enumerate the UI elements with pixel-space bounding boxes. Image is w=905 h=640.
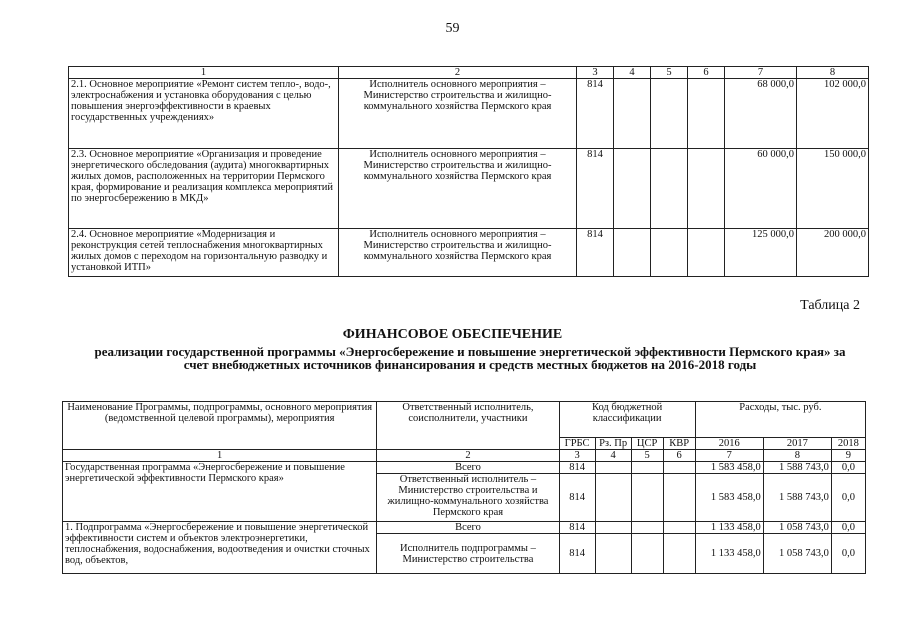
table-row (69, 79, 869, 149)
header-name: Наименование Программы, подпрограммы, основного мероприятия (ведомственной целевой программы), мероприятия (63, 402, 377, 450)
cell (688, 149, 725, 229)
executor-cell: Ответственный исполнитель – Министерство строительства и жилищно-коммунального хозяйства Пермского края (377, 474, 559, 522)
column-number: 6 (663, 450, 695, 462)
financing-table (62, 401, 866, 574)
cell (595, 462, 631, 474)
header-rz: Рз. Пр (595, 438, 631, 450)
page-title: ФИНАНСОВОЕ ОБЕСПЕЧЕНИЕ (342, 327, 563, 342)
amount-2018: 0,0 (831, 462, 865, 474)
column-number: 1 (63, 450, 377, 462)
amount-2017: 1 058 743,0 (763, 522, 831, 534)
cell (595, 522, 631, 534)
measure-executor: Исполнитель основного мероприятия – Министерство строительства и жилищно-коммунального хозяйства Пермского края (339, 229, 577, 277)
cell (614, 229, 651, 277)
header-code: Код бюджетной классификации (559, 402, 695, 438)
column-number: 3 (559, 450, 595, 462)
cell (688, 229, 725, 277)
table-row (63, 522, 866, 534)
cell (631, 474, 663, 522)
header-cell: 2 (339, 67, 577, 79)
executor-cell: Исполнитель подпрограммы – Министерство строительства (377, 534, 559, 574)
header-cell: 1 (69, 67, 339, 79)
grbs-cell: 814 (577, 79, 614, 149)
program-name: Государственная программа «Энергосбережение и повышение энергетической эффективности Пермского края» (63, 462, 377, 522)
header-2018: 2018 (831, 438, 865, 450)
cell (631, 534, 663, 574)
grbs-cell: 814 (559, 522, 595, 534)
table-label: Таблица 2 (800, 298, 860, 313)
header-cell: 6 (688, 67, 725, 79)
table-row (63, 462, 866, 474)
cell (614, 149, 651, 229)
amount-cell: 68 000,0 (725, 79, 797, 149)
cell (614, 79, 651, 149)
header-cell: 8 (797, 67, 869, 79)
header-cell: 7 (725, 67, 797, 79)
header-2017: 2017 (763, 438, 831, 450)
cell (663, 474, 695, 522)
amount-cell: 125 000,0 (725, 229, 797, 277)
grbs-cell: 814 (559, 534, 595, 574)
cell (595, 474, 631, 522)
cell (631, 462, 663, 474)
measure-name: 2.1. Основное мероприятие «Ремонт систем тепло-, водо-, электроснабжения и установка оборудования с целью повышения энергоэффективности в краевых государственных учреждениях» (69, 79, 339, 149)
column-number: 7 (695, 450, 763, 462)
header-executor: Ответственный исполнитель, соисполнители, участники (377, 402, 559, 450)
header-cell: 4 (614, 67, 651, 79)
cell (631, 522, 663, 534)
amount-2017: 1 588 743,0 (763, 462, 831, 474)
amount-2016: 1 583 458,0 (695, 462, 763, 474)
table-header-row (63, 402, 866, 438)
column-number: 4 (595, 450, 631, 462)
column-number: 5 (631, 450, 663, 462)
grbs-cell: 814 (559, 462, 595, 474)
header-grbs: ГРБС (559, 438, 595, 450)
subprogram-name: 1. Подпрограмма «Энергосбережение и повышение энергетической эффективности систем и объектов электроэнергетики, теплоснабжения, водоснабжения, водоотведения и очистки сточных вод, объектов, (63, 522, 377, 574)
header-expenses: Расходы, тыс. руб. (695, 402, 865, 438)
amount-2018: 0,0 (831, 534, 865, 574)
header-cell: 3 (577, 67, 614, 79)
amount-cell: 150 000,0 (797, 149, 869, 229)
measures-table (68, 66, 869, 277)
table-row (69, 229, 869, 277)
header-csr: ЦСР (631, 438, 663, 450)
cell (688, 79, 725, 149)
amount-2018: 0,0 (831, 474, 865, 522)
amount-2016: 1 133 458,0 (695, 534, 763, 574)
column-number-row (63, 450, 866, 462)
cell (651, 229, 688, 277)
table-row (69, 149, 869, 229)
cell (663, 462, 695, 474)
amount-2017: 1 058 743,0 (763, 534, 831, 574)
cell (651, 79, 688, 149)
measure-name: 2.3. Основное мероприятие «Организация и проведение энергетического обследования (аудита) многоквартирных жилых домов, расположенных на территории Пермского края, формирование и реализация комплекса мероприятий по энергосбережению в МКД» (69, 149, 339, 229)
column-number: 2 (377, 450, 559, 462)
page-number: 59 (445, 21, 460, 36)
amount-cell: 102 000,0 (797, 79, 869, 149)
cell (663, 522, 695, 534)
amount-2016: 1 583 458,0 (695, 474, 763, 522)
header-kvr: КВР (663, 438, 695, 450)
amount-cell: 200 000,0 (797, 229, 869, 277)
cell (595, 534, 631, 574)
table-header-row (69, 67, 869, 79)
page-subtitle: реализации государственной программы «Энергосбережение и повышение энергетической эффективности Пермского края» за счет внебюджетных источников финансирования и средств местных бюджетов на 2016-2018 годы (94, 344, 846, 372)
grbs-cell: 814 (559, 474, 595, 522)
measure-name: 2.4. Основное мероприятие «Модернизация и реконструкция сетей теплоснабжения многоквартирных жилых домов с переходом на горизонтальную разводку и установкой ИТП» (69, 229, 339, 277)
cell (663, 534, 695, 574)
amount-2016: 1 133 458,0 (695, 522, 763, 534)
measure-executor: Исполнитель основного мероприятия – Министерство строительства и жилищно-коммунального хозяйства Пермского края (339, 149, 577, 229)
header-2016: 2016 (695, 438, 763, 450)
executor-cell: Всего (377, 462, 559, 474)
cell (651, 149, 688, 229)
column-number: 9 (831, 450, 865, 462)
grbs-cell: 814 (577, 229, 614, 277)
measure-executor: Исполнитель основного мероприятия – Министерство строительства и жилищно-коммунального хозяйства Пермского края (339, 79, 577, 149)
amount-2018: 0,0 (831, 522, 865, 534)
header-cell: 5 (651, 67, 688, 79)
column-number: 8 (763, 450, 831, 462)
grbs-cell: 814 (577, 149, 614, 229)
amount-cell: 60 000,0 (725, 149, 797, 229)
executor-cell: Всего (377, 522, 559, 534)
amount-2017: 1 588 743,0 (763, 474, 831, 522)
